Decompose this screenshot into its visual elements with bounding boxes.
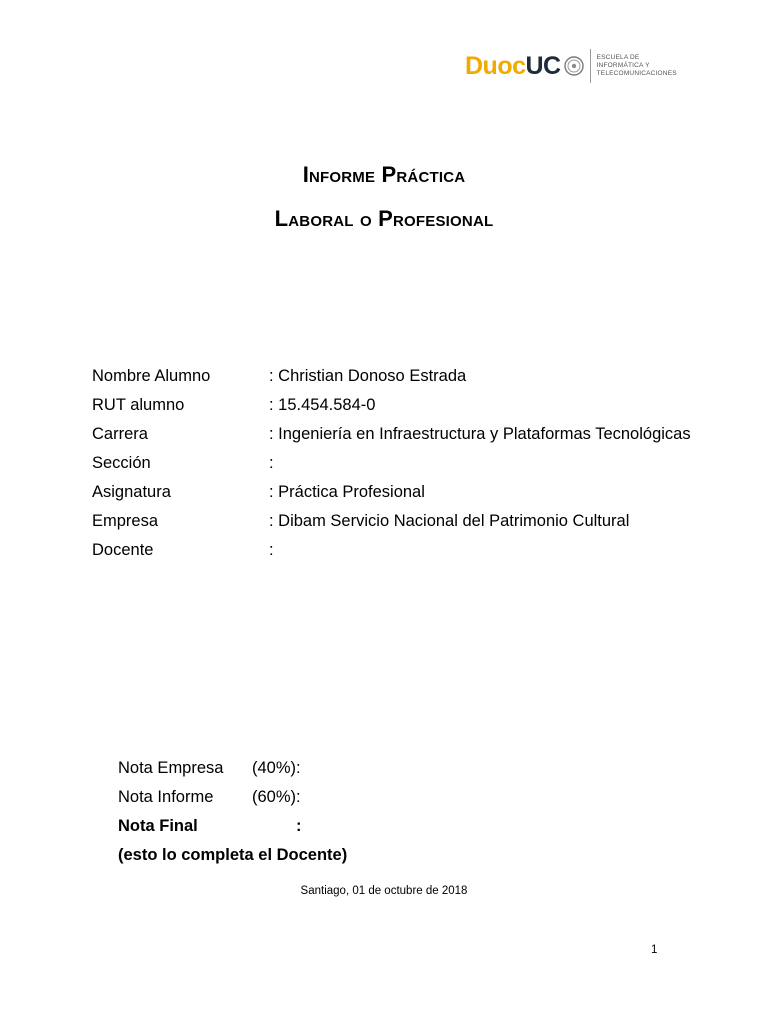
document-title-line-1: Informe Práctica [302,162,466,187]
grade-empresa-label: Nota Empresa [118,759,224,777]
info-value: : 15.454.584-0 [269,396,376,414]
info-label: Docente [92,541,154,559]
document-title-line-2: Laboral o Profesional [274,206,494,231]
student-info [92,362,691,565]
info-label: Empresa [92,512,159,530]
info-row-asignatura [92,478,691,507]
info-row-rut [92,391,691,420]
info-row-carrera [92,420,691,449]
info-label: Sección [92,454,151,472]
seal-icon [564,56,584,76]
info-label: RUT alumno [92,396,185,414]
grade-informe-percent: (60%): [252,788,301,806]
school-line-1: ESCUELA DE [596,54,640,61]
info-row-nombre [92,362,691,391]
info-row-docente [92,536,691,565]
grade-note: (esto lo completa el Docente) [118,846,348,864]
page-number: 1 [651,944,658,956]
school-line-2: INFORMÁTICA Y [596,62,650,69]
place-date: Santiago, 01 de octubre de 2018 [300,885,468,897]
logo-duoc-text: Duoc [465,51,526,80]
grade-row-empresa [118,754,347,783]
grade-informe-label: Nota Informe [118,788,214,806]
info-row-empresa [92,507,691,536]
info-value: : Ingeniería en Infraestructura y Plataformas Tecnológicas [269,425,691,443]
school-line-3: TELECOMUNICACIONES [596,70,677,77]
info-value: : Christian Donoso Estrada [269,367,467,385]
info-label: Carrera [92,425,148,443]
info-label: Nombre Alumno [92,367,211,385]
grades-block [118,754,347,870]
info-row-seccion [92,449,691,478]
info-value: : Dibam Servicio Nacional del Patrimonio Cultural [269,512,630,530]
info-value: : [269,454,274,472]
info-label: Asignatura [92,483,171,501]
school-name [596,54,677,78]
logo-uc-text: UC [525,51,561,80]
grade-note-row [118,841,347,870]
logo-divider [590,49,591,83]
info-value: : [269,541,274,559]
grade-final-colon: : [296,817,302,835]
grade-empresa-percent: (40%): [252,759,301,777]
grade-row-final [118,812,347,841]
grade-row-informe [118,783,347,812]
grade-final-label: Nota Final [118,817,198,835]
info-value: : Práctica Profesional [269,483,425,501]
duocuc-logo [465,46,677,86]
